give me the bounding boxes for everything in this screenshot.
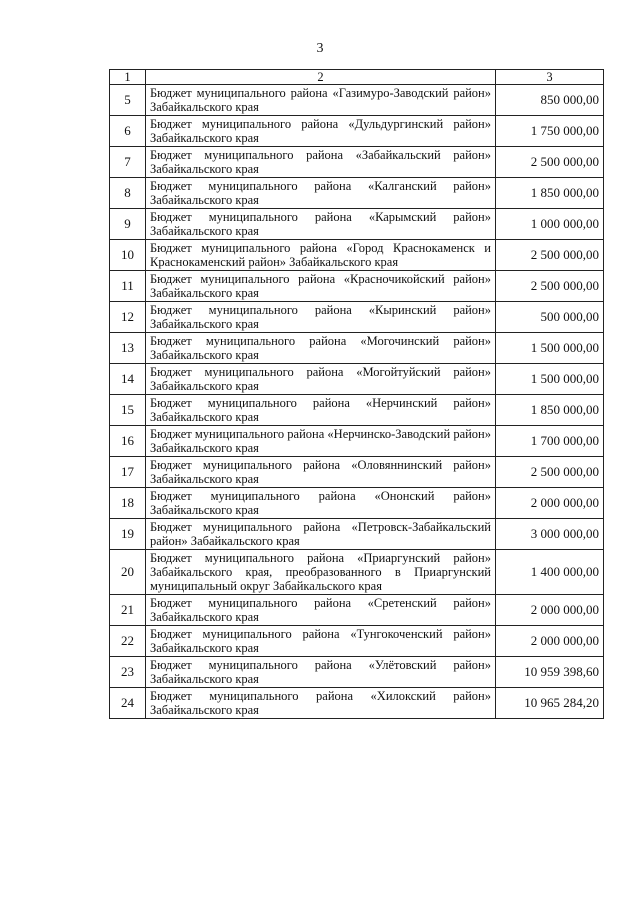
row-description: Бюджет муниципального района «Приаргунский район» Забайкальского края, преобразованного в Приаргунский муниципальный округ Забайкальского края bbox=[146, 550, 496, 595]
row-amount: 850 000,00 bbox=[496, 85, 604, 116]
row-amount: 500 000,00 bbox=[496, 302, 604, 333]
row-amount: 2 500 000,00 bbox=[496, 457, 604, 488]
table-row bbox=[110, 364, 604, 395]
table-row bbox=[110, 271, 604, 302]
row-amount: 3 000 000,00 bbox=[496, 519, 604, 550]
row-amount: 1 700 000,00 bbox=[496, 426, 604, 457]
table-header-row bbox=[110, 70, 604, 85]
table-row bbox=[110, 519, 604, 550]
row-description: Бюджет муниципального района «Город Краснокаменск и Краснокаменский район» Забайкальского края bbox=[146, 240, 496, 271]
row-number: 10 bbox=[110, 240, 146, 271]
row-number: 20 bbox=[110, 550, 146, 595]
row-amount: 1 500 000,00 bbox=[496, 333, 604, 364]
row-number: 9 bbox=[110, 209, 146, 240]
row-description: Бюджет муниципального района «Дульдургинский район» Забайкальского края bbox=[146, 116, 496, 147]
row-description: Бюджет муниципального района «Красночикойский район» Забайкальского края bbox=[146, 271, 496, 302]
row-number: 5 bbox=[110, 85, 146, 116]
row-description: Бюджет муниципального района «Могочинский район» Забайкальского края bbox=[146, 333, 496, 364]
row-number: 19 bbox=[110, 519, 146, 550]
row-description: Бюджет муниципального района «Калганский район» Забайкальского края bbox=[146, 178, 496, 209]
row-number: 14 bbox=[110, 364, 146, 395]
row-amount: 1 000 000,00 bbox=[496, 209, 604, 240]
row-description: Бюджет муниципального района «Нерчинский район» Забайкальского края bbox=[146, 395, 496, 426]
row-amount: 2 000 000,00 bbox=[496, 626, 604, 657]
row-amount: 2 500 000,00 bbox=[496, 271, 604, 302]
table-row bbox=[110, 147, 604, 178]
row-number: 24 bbox=[110, 688, 146, 719]
row-amount: 10 965 284,20 bbox=[496, 688, 604, 719]
row-number: 21 bbox=[110, 595, 146, 626]
row-description: Бюджет муниципального района «Нерчинско-Заводский район» Забайкальского края bbox=[146, 426, 496, 457]
row-description: Бюджет муниципального района «Хилокский район» Забайкальского края bbox=[146, 688, 496, 719]
row-number: 17 bbox=[110, 457, 146, 488]
table-row bbox=[110, 657, 604, 688]
table-row bbox=[110, 116, 604, 147]
table-row bbox=[110, 488, 604, 519]
row-amount: 2 000 000,00 bbox=[496, 488, 604, 519]
row-description: Бюджет муниципального района «Сретенский район» Забайкальского края bbox=[146, 595, 496, 626]
table-row bbox=[110, 626, 604, 657]
table-row bbox=[110, 426, 604, 457]
row-amount: 10 959 398,60 bbox=[496, 657, 604, 688]
row-amount: 2 500 000,00 bbox=[496, 147, 604, 178]
row-number: 22 bbox=[110, 626, 146, 657]
table-row bbox=[110, 302, 604, 333]
table-row bbox=[110, 457, 604, 488]
row-amount: 2 500 000,00 bbox=[496, 240, 604, 271]
row-number: 8 bbox=[110, 178, 146, 209]
row-number: 23 bbox=[110, 657, 146, 688]
row-number: 12 bbox=[110, 302, 146, 333]
row-description: Бюджет муниципального района «Улётовский район» Забайкальского края bbox=[146, 657, 496, 688]
row-amount: 2 000 000,00 bbox=[496, 595, 604, 626]
row-number: 18 bbox=[110, 488, 146, 519]
row-description: Бюджет муниципального района «Забайкальский район» Забайкальского края bbox=[146, 147, 496, 178]
table-row bbox=[110, 333, 604, 364]
row-description: Бюджет муниципального района «Кыринский район» Забайкальского края bbox=[146, 302, 496, 333]
row-description: Бюджет муниципального района «Ононский район» Забайкальского края bbox=[146, 488, 496, 519]
row-number: 15 bbox=[110, 395, 146, 426]
row-amount: 1 500 000,00 bbox=[496, 364, 604, 395]
row-description: Бюджет муниципального района «Оловяннинский район» Забайкальского края bbox=[146, 457, 496, 488]
table-row bbox=[110, 550, 604, 595]
row-description: Бюджет муниципального района «Тунгокоченский район» Забайкальского края bbox=[146, 626, 496, 657]
row-number: 16 bbox=[110, 426, 146, 457]
row-amount: 1 850 000,00 bbox=[496, 178, 604, 209]
row-description: Бюджет муниципального района «Газимуро-Заводский район» Забайкальского края bbox=[146, 85, 496, 116]
column-header-description: 2 bbox=[146, 70, 496, 85]
table-row bbox=[110, 209, 604, 240]
row-description: Бюджет муниципального района «Карымский район» Забайкальского края bbox=[146, 209, 496, 240]
column-header-amount: 3 bbox=[496, 70, 604, 85]
row-description: Бюджет муниципального района «Петровск-Забайкальский район» Забайкальского края bbox=[146, 519, 496, 550]
row-number: 13 bbox=[110, 333, 146, 364]
budget-table bbox=[109, 69, 604, 719]
row-number: 7 bbox=[110, 147, 146, 178]
row-number: 6 bbox=[110, 116, 146, 147]
table-row bbox=[110, 240, 604, 271]
page-number: 3 bbox=[316, 41, 324, 56]
row-amount: 1 400 000,00 bbox=[496, 550, 604, 595]
table-row bbox=[110, 595, 604, 626]
row-amount: 1 750 000,00 bbox=[496, 116, 604, 147]
table-row bbox=[110, 178, 604, 209]
table-row bbox=[110, 85, 604, 116]
table-row bbox=[110, 688, 604, 719]
row-description: Бюджет муниципального района «Могойтуйский район» Забайкальского края bbox=[146, 364, 496, 395]
row-number: 11 bbox=[110, 271, 146, 302]
row-amount: 1 850 000,00 bbox=[496, 395, 604, 426]
column-header-number: 1 bbox=[110, 70, 146, 85]
table-row bbox=[110, 395, 604, 426]
